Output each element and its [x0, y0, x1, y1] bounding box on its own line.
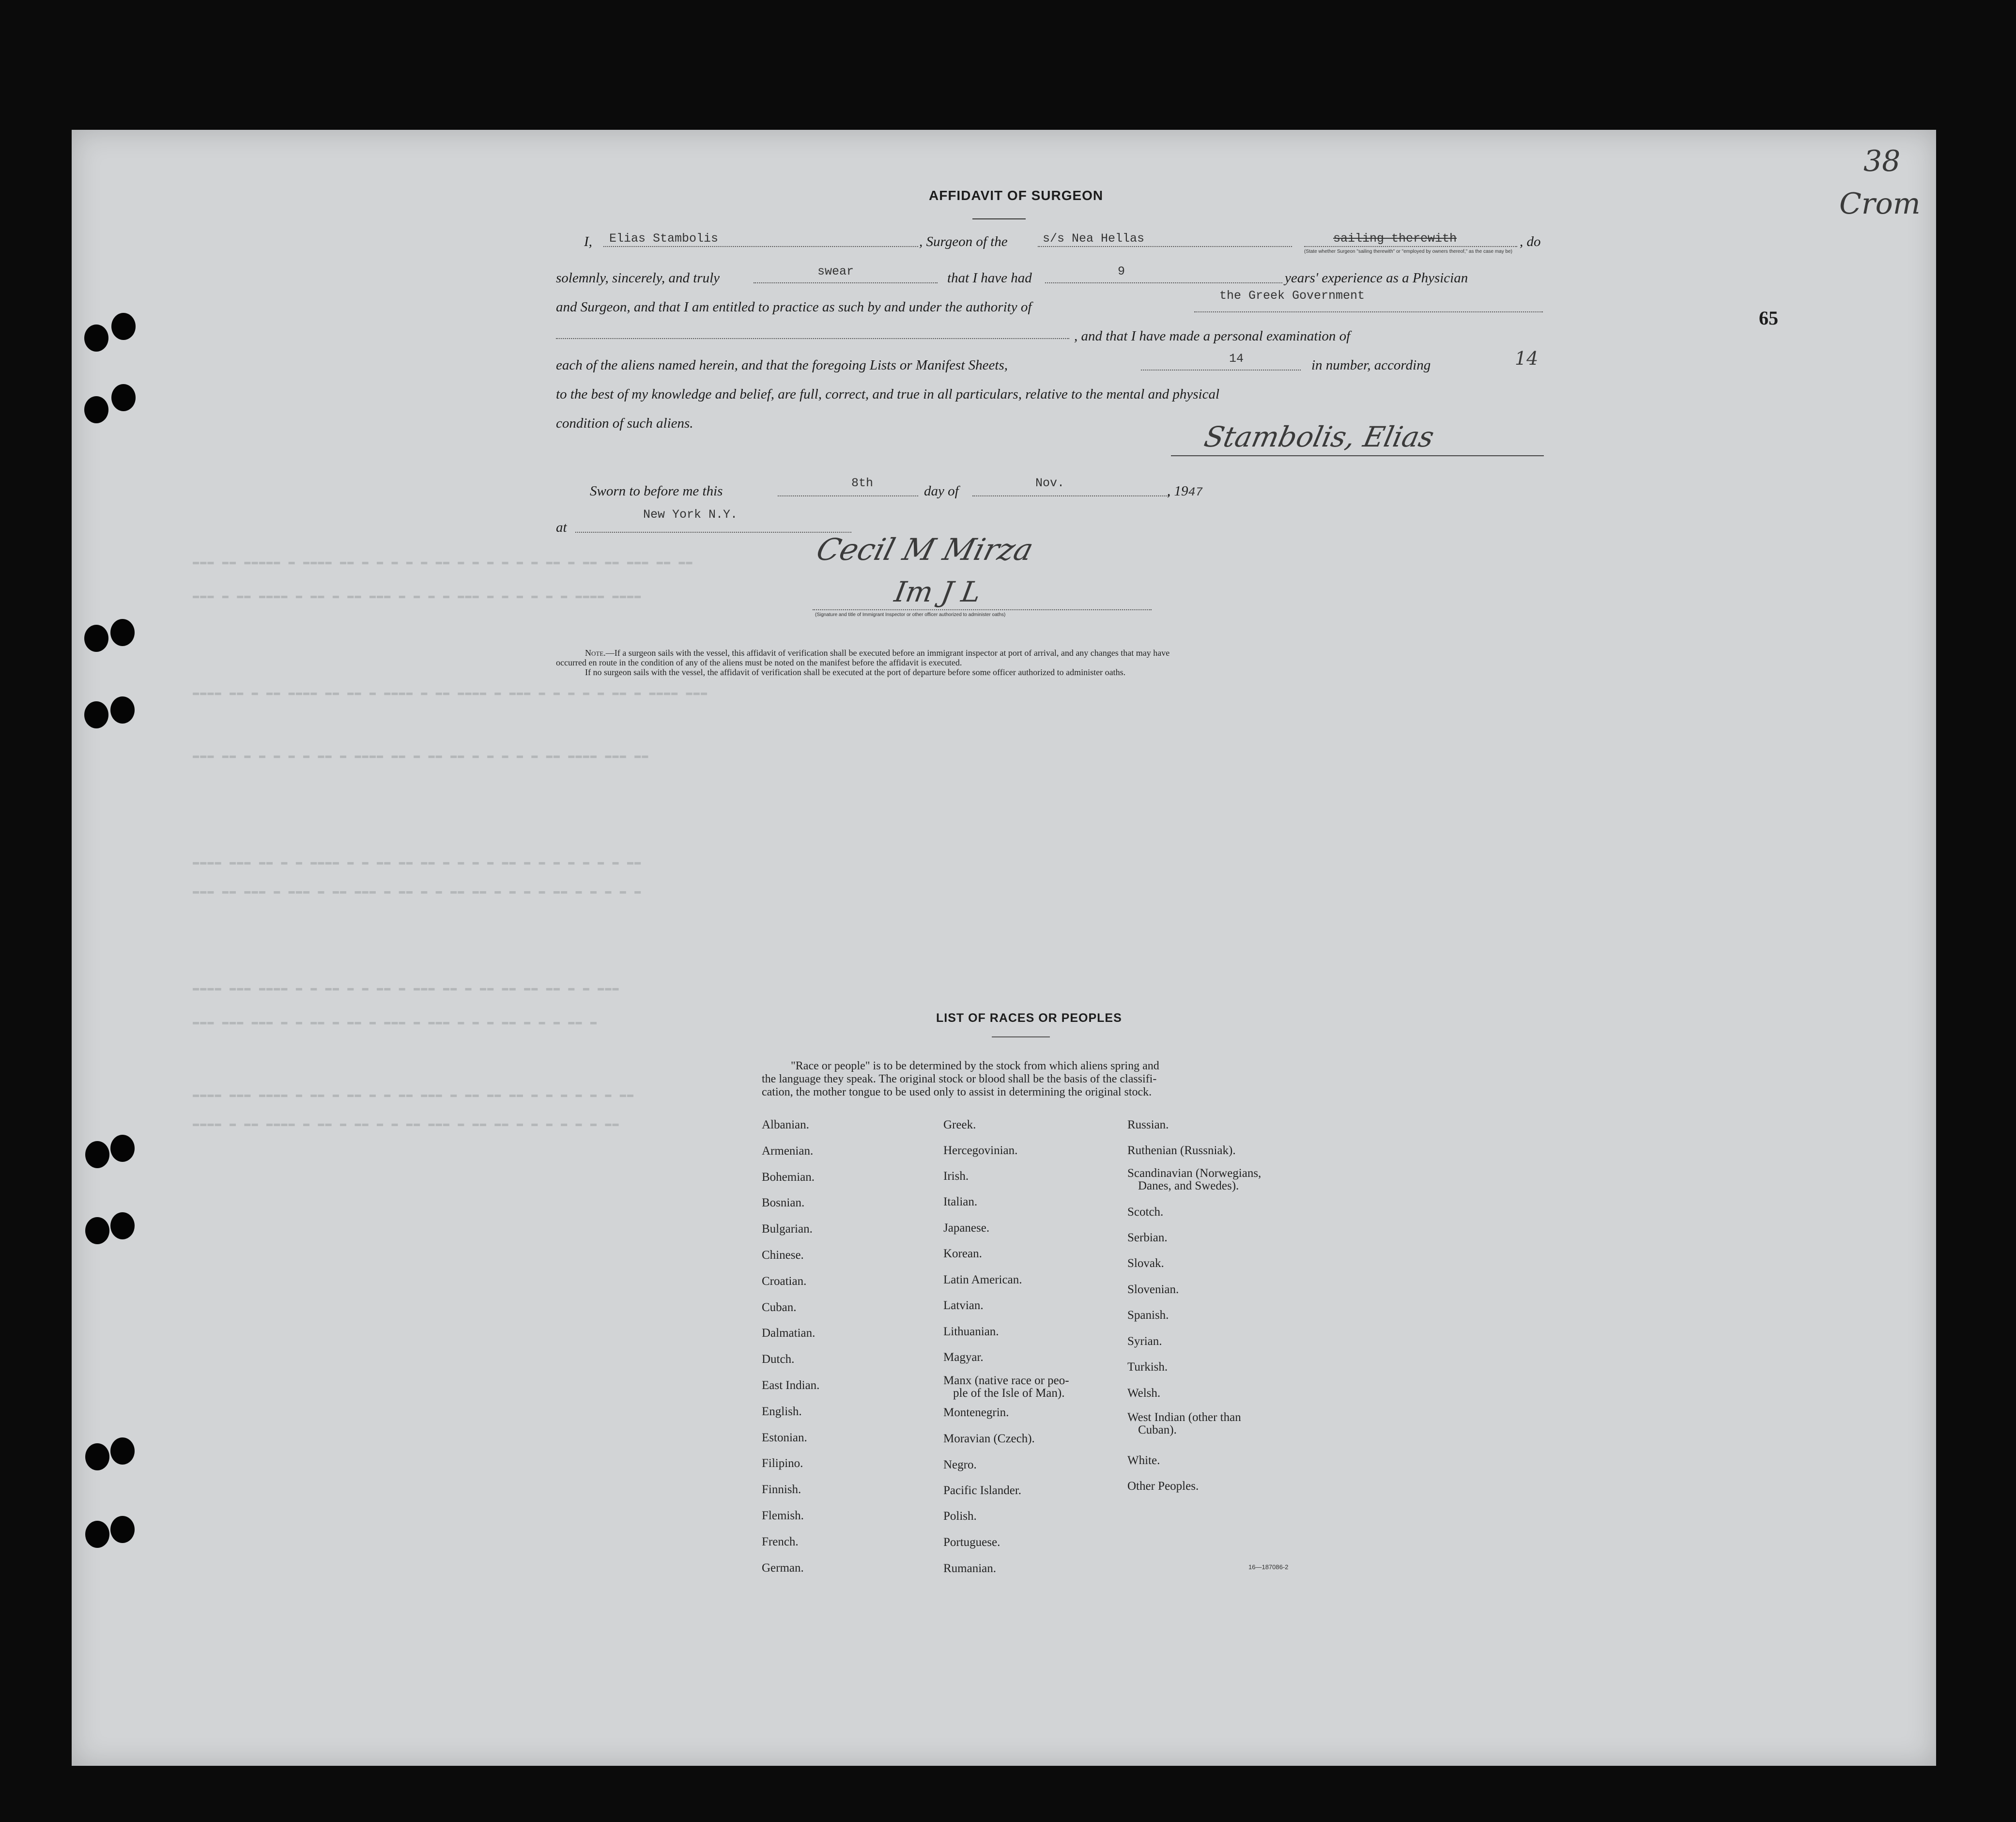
race-item: Chinese. [762, 1249, 804, 1262]
race-item: Irish. [943, 1170, 969, 1183]
race-item: Armenian. [762, 1144, 814, 1158]
punch-hole [84, 625, 108, 652]
race-item: Welsh. [1127, 1387, 1161, 1400]
race-item: Polish. [943, 1510, 977, 1523]
surgeon-name: Elias Stambolis [609, 232, 719, 246]
punch-hole [85, 1443, 109, 1470]
margin-mark: 14 [1515, 348, 1539, 369]
sworn-day: 8th [851, 476, 874, 490]
race-item: Cuban). [1138, 1423, 1177, 1436]
vessel-name: s/s Nea Hellas [1043, 232, 1145, 246]
race-item: German. [762, 1561, 804, 1575]
surgeon-signature: Stambolis, Elias [1201, 420, 1437, 453]
race-item: White. [1127, 1454, 1160, 1467]
punch-hole [110, 1516, 135, 1543]
race-item: Moravian (Czech). [943, 1432, 1035, 1445]
race-item: Portuguese. [943, 1536, 1000, 1549]
affidavit-title: AFFIDAVIT OF SURGEON [929, 188, 1104, 203]
race-item: Manx (native race or peo- [943, 1374, 1069, 1387]
punch-hole [110, 1135, 135, 1162]
years-experience: 9 [1118, 264, 1125, 278]
manifest-sheet-count: 14 [1229, 352, 1244, 366]
race-item: Rumanian. [943, 1562, 997, 1575]
race-item: Dutch. [762, 1353, 795, 1366]
punch-hole [85, 1521, 109, 1548]
race-item: Slovak. [1127, 1257, 1164, 1270]
licensing-authority: the Greek Government [1219, 289, 1365, 303]
race-item: Latvian. [943, 1299, 984, 1312]
punch-hole [84, 701, 108, 728]
race-item: Croatian. [762, 1274, 807, 1288]
corner-word-mark: Crom [1839, 187, 1921, 221]
race-item: Finnish. [762, 1483, 801, 1497]
race-item: Estonian. [762, 1431, 807, 1444]
affidavit-note: Note.—If a surgeon sails with the vessel, this affidavit of verification shall be executed before an immigrant inspector at port of arrival, and any changes that may have occurred en route in the condition of any of the aliens must be noted on the manifest before the affidavit is executed. If no surgeon sails with the vessel, the affidavit of verification shall be executed at the port of departure before some officer authorized to administer oaths. [556, 648, 1170, 677]
race-item: Montenegrin. [943, 1406, 1009, 1419]
corner-number-mark: 38 [1863, 144, 1901, 178]
page-number: 65 [1759, 307, 1778, 329]
race-item: Danes, and Swedes). [1138, 1179, 1239, 1192]
punch-hole [84, 396, 108, 423]
race-item: East Indian. [762, 1379, 820, 1392]
race-item: Flemish. [762, 1509, 804, 1522]
race-item: Japanese. [943, 1221, 990, 1235]
race-item: Bohemian. [762, 1170, 815, 1184]
race-item: Bosnian. [762, 1196, 805, 1210]
race-item: Filipino. [762, 1457, 803, 1470]
inspector-signature: Cecil M Mirza [813, 532, 1037, 567]
form-number: 16—187086-2 [1248, 1563, 1289, 1571]
race-item: Lithuanian. [943, 1325, 999, 1338]
inspector-initials: Im J L [892, 575, 984, 608]
punch-hole [85, 1217, 109, 1244]
sworn-year: 47 [1188, 485, 1203, 499]
punch-hole [85, 1141, 109, 1168]
race-item: Russian. [1127, 1118, 1169, 1131]
sailing-status-note: (State whether Surgeon "sailing therewith" or "employed by owners thereof," as the case may be) [1304, 249, 1512, 254]
race-item: Other Peoples. [1127, 1480, 1199, 1493]
race-item: Ruthenian (Russniak). [1127, 1144, 1236, 1157]
race-item: Spanish. [1127, 1309, 1169, 1322]
sworn-month: Nov. [1035, 476, 1065, 490]
punch-hole [110, 696, 135, 724]
punch-hole [110, 1212, 135, 1239]
race-item: Bulgarian. [762, 1222, 813, 1236]
race-item: Pacific Islander. [943, 1484, 1022, 1497]
race-item: Scotch. [1127, 1205, 1164, 1219]
document-page: ▬▬▬ ▬▬ ▬▬▬▬▬ ▬ ▬▬▬▬ ▬▬ ▬ ▬ ▬ ▬ ▬ ▬▬ ▬ ▬ ▬ ▬ ▬ ▬ ▬▬ ▬ ▬▬ ▬▬ ▬▬▬ ▬▬ ▬▬ ▬▬▬ ▬ ▬▬ ▬▬▬▬ ▬ ▬▬ ▬ ▬▬ ▬▬▬ ▬ ▬ ▬ ▬ ▬▬▬ ▬ ▬ ▬ ▬ ▬ ▬ ▬▬▬▬ ▬▬▬▬ ▬▬▬▬ ▬▬ ▬ ▬▬ ▬▬▬▬ ▬▬ ▬▬ ▬ ▬▬▬▬ ▬ ▬▬ ▬▬▬▬ ▬ ▬▬▬ ▬ ▬ ▬ ▬ ▬ ▬▬ ▬ ▬▬▬▬ ▬▬▬ ▬▬▬ ▬▬ ▬ ▬ ▬ ▬ ▬ ▬▬ ▬ ▬▬▬▬ ▬▬ ▬ ▬▬ ▬▬ ▬ ▬ ▬ ▬ ▬ ▬▬ ▬▬▬▬ ▬▬▬ ▬▬ ▬▬▬▬ ▬▬▬ ▬▬ ▬ ▬ ▬▬▬▬ ▬ ▬ ▬▬ ▬▬ ▬▬ ▬ ▬ ▬ ▬ ▬▬ ▬ ▬ ▬ ▬ ▬ ▬ ▬ ▬▬ ▬▬▬ ▬▬ ▬▬▬ ▬ ▬▬▬ ▬ ▬▬ ▬▬▬ ▬ ▬▬ ▬ ▬ ▬▬ ▬▬ ▬ ▬ ▬ ▬ ▬▬ ▬ ▬ ▬ ▬ ▬ ▬▬▬▬ ▬▬▬ ▬▬▬▬ ▬ ▬ ▬▬ ▬ ▬ ▬▬ ▬ ▬▬▬ ▬▬ ▬ ▬▬ ▬▬ ▬▬ ▬▬ ▬ ▬ ▬▬▬ ▬▬▬ ▬▬▬ ▬▬▬ ▬ ▬ ▬▬ ▬ ▬▬ ▬ ▬▬▬ ▬ ▬▬▬ ▬ ▬ ▬ ▬▬ ▬ ▬ ▬ ▬▬ ▬ ▬▬▬▬ ▬▬▬ ▬▬▬▬ ▬ ▬▬ ▬ ▬▬ ▬ ▬ ▬▬ ▬▬▬ ▬ ▬▬ ▬▬ ▬▬ ▬ ▬ ▬ ▬ ▬ ▬ ▬▬ ▬▬▬▬ ▬ ▬▬ ▬▬▬▬ ▬ ▬▬ ▬ ▬▬ ▬ ▬ ▬▬ ▬▬▬ ▬ ▬▬ ▬▬ ▬ ▬ ▬ ▬ ▬ ▬ ▬▬ 38 Crom 65 14 AFFIDAVIT OF SURGEON I, Elias Stambolis , Surgeon of the s/s Nea Hellas sailing therewith (State whether Surgeon "sailing therewith" or "employed by owners thereof," as the case may be) , do solemnly, sincerely, and truly swear that I have had 9 years' experience as a Physician and Surgeon, and that I am entitled to practice as such by and under the authority of the Greek Government , and that I have made a personal examination of each of the aliens named herein, and that the foregoing Lists or Manifest Sheets, 14 in number, according to the best of my knowledge and belief, are full, correct, and true in all particulars, relative to the mental and physical condition of such aliens. Stambolis, Elias Sworn to before me this 8th day of Nov. , 1947 at New York N.Y. Cecil M Mirza Im J L (Signature and title of Immigrant Inspector or other officer authorized to administer oaths) Note.—If a surgeon sails with the vessel, this affidavit of verification shall be executed before an immigrant inspector at port of arrival, and any changes that may have occurred en route in the condition of any of the aliens must be noted on the manifest before the affidavit is executed. If no surgeon sails with the vessel, the affidavit of verification shall be executed at the port of departure before some officer authorized to administer oaths. LIST OF RACES OR PEOPLES "Race or people" is to be determined by the stock from which aliens spring and the language they speak. The original stock or blood shall be the basis of the classifi- cation, the mother tongue to be used only to assist in determining the original stock. 16—187086-2 Albanian. Armenian. Bohemian. Bosnian. Bulgarian. Chinese. Croatian. Cuban. Dalmatian. Dutch. East Indian. English. Estonian. Filipino. Finnish. Flemish. French. German. Greek. Hercegovinian. Irish. Italian. Japanese. Korean. Latin American. Latvian. Lithuanian. Magyar. Manx (native race or peo- ple of the Isle of Man). Montenegrin. Moravian (Czech). Negro. Pacific Islander. Polish. Portuguese. Rumanian. Russian. Ruthenian (Russniak). Scandinavian (Norwegians, Danes, and Swedes). Scotch. Serbian. Slovak. Slovenian. Spanish. Syrian. Turkish. Welsh. West Indian (other than Cuban). White. Other Peoples. [72, 130, 1936, 1766]
race-item: Cuban. [762, 1300, 797, 1314]
race-item: Negro. [943, 1458, 977, 1471]
races-intro: "Race or people" is to be determined by the stock from which aliens spring and the language they speak. The original stock or blood shall be the basis of the classifi- cation, the mother tongue to be used only to assist in determining the original stock. [762, 1060, 1159, 1098]
races-title: LIST OF RACES OR PEOPLES [936, 1011, 1122, 1025]
race-item: Magyar. [943, 1351, 984, 1364]
race-item: Slovenian. [1127, 1283, 1179, 1296]
sailing-status: sailing therewith [1333, 232, 1457, 246]
race-item: Syrian. [1127, 1335, 1162, 1348]
race-item: French. [762, 1535, 799, 1548]
sworn-place: New York N.Y. [643, 508, 738, 522]
oath-type: swear [817, 264, 854, 278]
race-item: Greek. [943, 1118, 976, 1131]
race-item: Turkish. [1127, 1360, 1168, 1374]
punch-hole [110, 1437, 135, 1465]
punch-hole [111, 313, 136, 340]
race-item: Scandinavian (Norwegians, [1127, 1167, 1262, 1180]
punch-hole [110, 619, 135, 646]
race-item: Hercegovinian. [943, 1144, 1018, 1157]
signature-caption: (Signature and title of Immigrant Inspector or other officer authorized to administer oaths) [815, 612, 1006, 618]
punch-hole [84, 324, 108, 352]
race-item: Dalmatian. [762, 1327, 816, 1340]
punch-hole [111, 384, 136, 411]
race-item: Latin American. [943, 1273, 1022, 1286]
race-item: English. [762, 1405, 802, 1418]
race-item: Albanian. [762, 1118, 809, 1131]
race-item: Serbian. [1127, 1231, 1168, 1244]
race-item: ple of the Isle of Man). [953, 1387, 1065, 1400]
race-item: West Indian (other than [1127, 1411, 1241, 1424]
race-item: Korean. [943, 1247, 982, 1260]
race-item: Italian. [943, 1195, 978, 1208]
